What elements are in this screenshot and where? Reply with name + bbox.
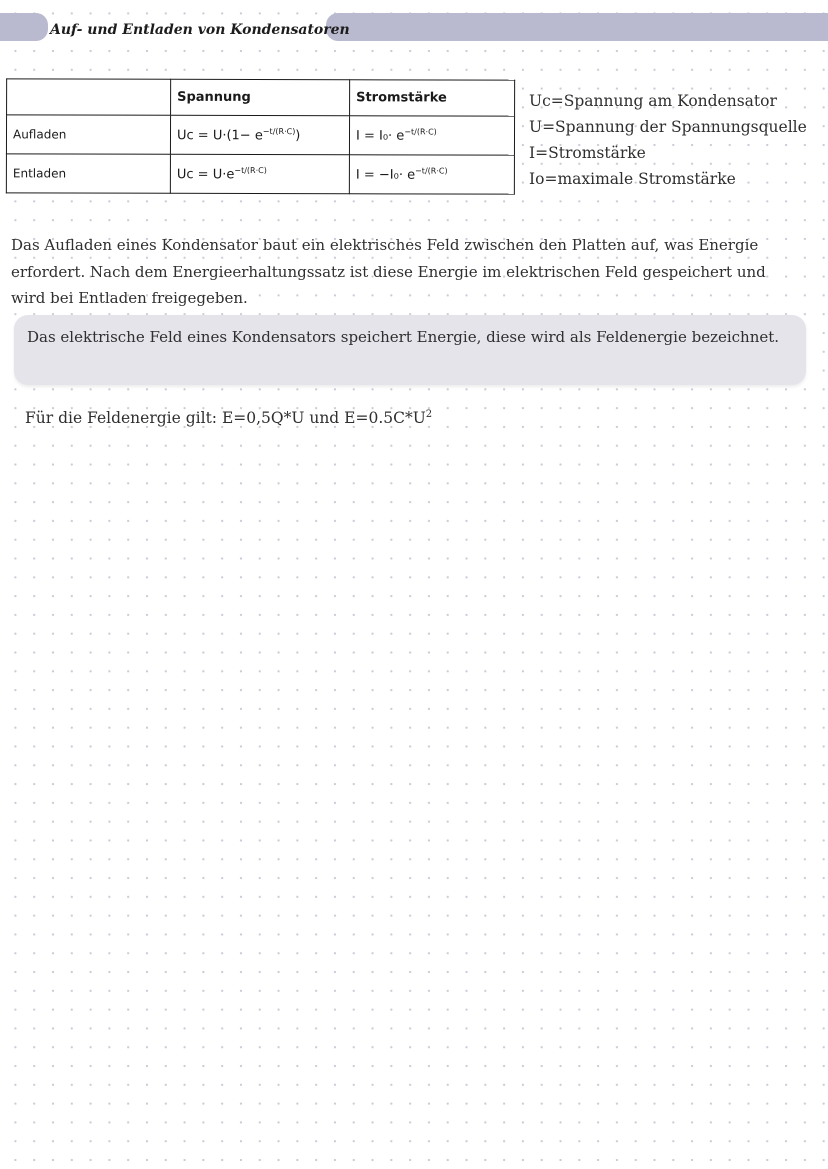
- legend-item: Io=maximale Stromstärke: [529, 170, 736, 188]
- formula-base: I = I₀· e: [355, 128, 405, 144]
- variable-legend: [529, 88, 807, 192]
- formula-close: ): [295, 128, 301, 144]
- row-label-entladen: Entladen: [6, 154, 170, 193]
- table-row: [6, 154, 514, 194]
- legend-item: U=Spannung der Spannungsquelle: [529, 118, 807, 136]
- callout-box: [14, 315, 806, 385]
- formula-base: I = −I₀· e: [355, 167, 416, 183]
- formula-table: [6, 78, 515, 194]
- row-label-aufladen: Aufladen: [6, 115, 170, 154]
- table-header-stromstaerke: Stromstärke: [350, 80, 515, 116]
- formula-voltage-aufladen: [170, 115, 349, 154]
- legend-item: I=Stromstärke: [529, 144, 646, 162]
- formula-exponent: −t/(R·C): [262, 126, 296, 136]
- table-header-empty: [7, 79, 171, 115]
- formula-text: Für die Feldenergie gilt: E=0,5Q*U und E=0.5C*U: [25, 409, 426, 428]
- formula-exponent: −t/(R·C): [234, 165, 267, 175]
- table-header-spannung: Spannung: [171, 79, 350, 115]
- formula-exponent: −t/(R·C): [415, 166, 448, 176]
- table-row: [6, 115, 514, 155]
- formula-voltage-entladen: [170, 154, 349, 193]
- page-title: Auf- und Entladen von Kondensatoren: [50, 22, 350, 38]
- formula-base: Uᴄ = U·e: [176, 166, 235, 183]
- formula-current-aufladen: [349, 116, 514, 155]
- formula-exponent: 2: [425, 409, 433, 420]
- feldenergie-formula: [25, 409, 432, 427]
- header-bar-left: [0, 13, 48, 41]
- body-paragraph: Das Aufladen eines Kondensator baut ein elektrisches Feld zwischen den Platten auf, was Energie erfordert. Nach dem Energieerhaltungssatz ist diese Energie im elektrischen Feld gespeichert und wird bei Entladen freigegeben.: [11, 236, 766, 307]
- formula-base: Uᴄ = U·(1− e: [176, 127, 263, 144]
- header-bar-right: [326, 13, 828, 41]
- callout-text: Das elektrische Feld eines Kondensators speichert Energie, diese wird als Feldenergie bezeichnet.: [27, 328, 780, 346]
- table-header-row: [7, 79, 515, 116]
- formula-exponent: −t/(R·C): [404, 127, 437, 137]
- legend-item: Uc=Spannung am Kondensator: [529, 92, 777, 110]
- formula-current-entladen: [349, 155, 514, 194]
